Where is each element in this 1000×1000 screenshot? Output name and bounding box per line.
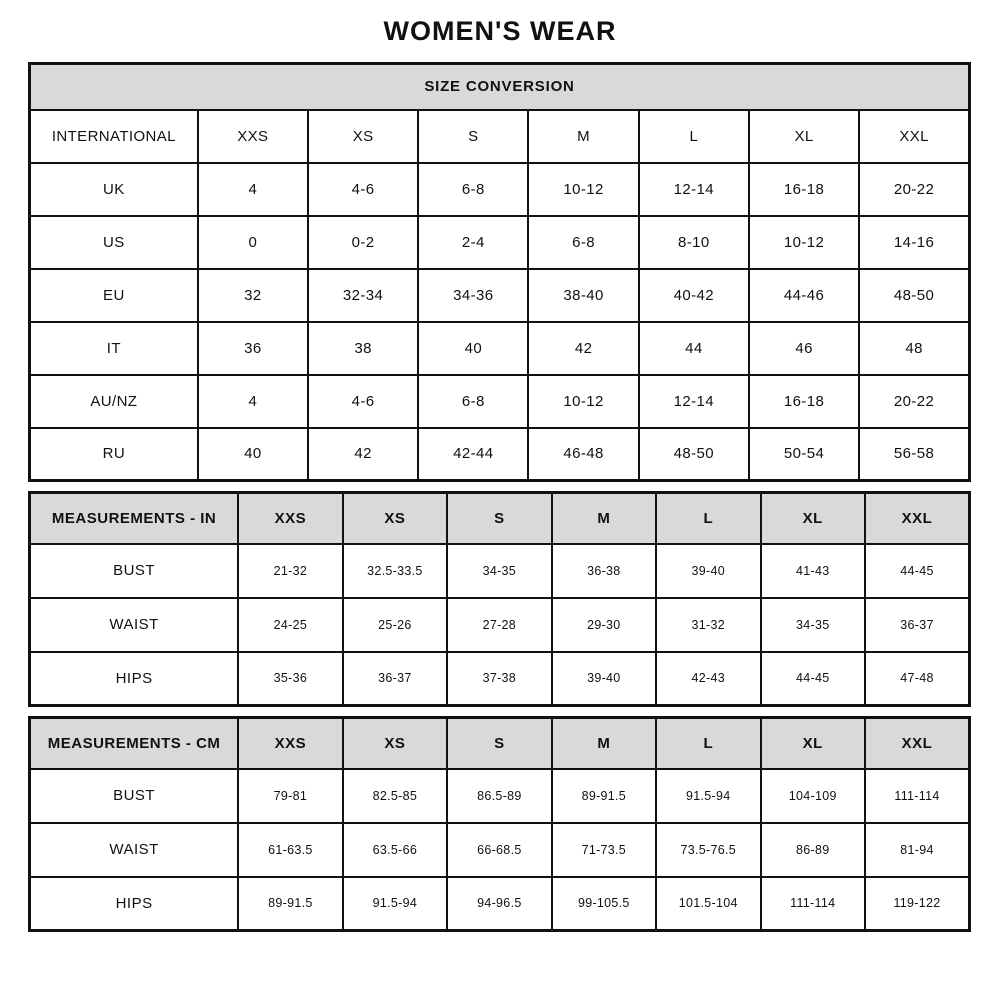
column-header: XS xyxy=(343,493,447,544)
column-header-row xyxy=(30,110,970,163)
value-cell: 111-114 xyxy=(761,877,865,931)
column-header: XL xyxy=(761,718,865,769)
column-header: L xyxy=(639,110,749,163)
row-label: US xyxy=(30,216,198,269)
size-conversion-table xyxy=(28,62,971,482)
value-cell: 48 xyxy=(859,322,969,375)
value-cell: 0-2 xyxy=(308,216,418,269)
column-header: XXL xyxy=(859,110,969,163)
value-cell: 99-105.5 xyxy=(552,877,656,931)
value-cell: 27-28 xyxy=(447,598,551,652)
column-header: M xyxy=(552,493,656,544)
table-row xyxy=(30,544,970,598)
value-cell: 44-45 xyxy=(761,652,865,706)
column-header: L xyxy=(656,493,760,544)
column-header-row xyxy=(30,718,970,769)
table-title-row xyxy=(30,64,970,110)
row-label: UK xyxy=(30,163,198,216)
value-cell: 39-40 xyxy=(656,544,760,598)
value-cell: 36-37 xyxy=(343,652,447,706)
value-cell: 31-32 xyxy=(656,598,760,652)
value-cell: 73.5-76.5 xyxy=(656,823,760,877)
value-cell: 104-109 xyxy=(761,769,865,823)
measurements-in-title: MEASUREMENTS - IN xyxy=(30,493,239,544)
value-cell: 50-54 xyxy=(749,428,859,481)
value-cell: 6-8 xyxy=(418,375,528,428)
value-cell: 101.5-104 xyxy=(656,877,760,931)
value-cell: 38-40 xyxy=(528,269,638,322)
value-cell: 32 xyxy=(198,269,308,322)
value-cell: 42-44 xyxy=(418,428,528,481)
column-header: XS xyxy=(343,718,447,769)
value-cell: 36-37 xyxy=(865,598,970,652)
value-cell: 21-32 xyxy=(238,544,342,598)
column-header: S xyxy=(418,110,528,163)
value-cell: 66-68.5 xyxy=(447,823,551,877)
table-row xyxy=(30,598,970,652)
table-row xyxy=(30,769,970,823)
table-row xyxy=(30,269,970,322)
value-cell: 34-35 xyxy=(447,544,551,598)
table-row xyxy=(30,877,970,931)
value-cell: 10-12 xyxy=(528,375,638,428)
size-conversion-title: SIZE CONVERSION xyxy=(30,64,970,110)
row-label: HIPS xyxy=(30,652,239,706)
value-cell: 36-38 xyxy=(552,544,656,598)
value-cell: 82.5-85 xyxy=(343,769,447,823)
measurements-in-table xyxy=(28,491,971,707)
value-cell: 12-14 xyxy=(639,163,749,216)
column-header: XXS xyxy=(238,493,342,544)
row-label: BUST xyxy=(30,769,239,823)
value-cell: 61-63.5 xyxy=(238,823,342,877)
value-cell: 16-18 xyxy=(749,163,859,216)
row-label: WAIST xyxy=(30,598,239,652)
value-cell: 86.5-89 xyxy=(447,769,551,823)
value-cell: 89-91.5 xyxy=(238,877,342,931)
value-cell: 4 xyxy=(198,375,308,428)
value-cell: 48-50 xyxy=(859,269,969,322)
column-header: S xyxy=(447,493,551,544)
value-cell: 44-45 xyxy=(865,544,970,598)
value-cell: 44-46 xyxy=(749,269,859,322)
value-cell: 0 xyxy=(198,216,308,269)
table-row xyxy=(30,652,970,706)
value-cell: 42-43 xyxy=(656,652,760,706)
column-header: XXS xyxy=(198,110,308,163)
value-cell: 119-122 xyxy=(865,877,970,931)
column-header: XS xyxy=(308,110,418,163)
table-row xyxy=(30,216,970,269)
value-cell: 35-36 xyxy=(238,652,342,706)
value-cell: 32.5-33.5 xyxy=(343,544,447,598)
column-header: INTERNATIONAL xyxy=(30,110,198,163)
value-cell: 71-73.5 xyxy=(552,823,656,877)
row-label: HIPS xyxy=(30,877,239,931)
value-cell: 56-58 xyxy=(859,428,969,481)
value-cell: 16-18 xyxy=(749,375,859,428)
table-row xyxy=(30,163,970,216)
value-cell: 10-12 xyxy=(528,163,638,216)
value-cell: 4 xyxy=(198,163,308,216)
value-cell: 2-4 xyxy=(418,216,528,269)
value-cell: 91.5-94 xyxy=(656,769,760,823)
value-cell: 12-14 xyxy=(639,375,749,428)
value-cell: 32-34 xyxy=(308,269,418,322)
value-cell: 89-91.5 xyxy=(552,769,656,823)
value-cell: 20-22 xyxy=(859,375,969,428)
value-cell: 37-38 xyxy=(447,652,551,706)
value-cell: 4-6 xyxy=(308,375,418,428)
row-label: AU/NZ xyxy=(30,375,198,428)
row-label: BUST xyxy=(30,544,239,598)
row-label: IT xyxy=(30,322,198,375)
value-cell: 86-89 xyxy=(761,823,865,877)
column-header: XL xyxy=(749,110,859,163)
value-cell: 91.5-94 xyxy=(343,877,447,931)
column-header: XXL xyxy=(865,718,970,769)
row-label: WAIST xyxy=(30,823,239,877)
column-header: S xyxy=(447,718,551,769)
table-row xyxy=(30,322,970,375)
measurements-cm-table xyxy=(28,716,971,932)
value-cell: 81-94 xyxy=(865,823,970,877)
value-cell: 94-96.5 xyxy=(447,877,551,931)
column-header: XXS xyxy=(238,718,342,769)
value-cell: 46-48 xyxy=(528,428,638,481)
value-cell: 6-8 xyxy=(418,163,528,216)
table-row xyxy=(30,375,970,428)
value-cell: 40 xyxy=(418,322,528,375)
value-cell: 40 xyxy=(198,428,308,481)
value-cell: 29-30 xyxy=(552,598,656,652)
value-cell: 24-25 xyxy=(238,598,342,652)
value-cell: 34-36 xyxy=(418,269,528,322)
column-header: XL xyxy=(761,493,865,544)
column-header: M xyxy=(528,110,638,163)
column-header: XXL xyxy=(865,493,970,544)
value-cell: 46 xyxy=(749,322,859,375)
column-header: M xyxy=(552,718,656,769)
value-cell: 63.5-66 xyxy=(343,823,447,877)
table-row xyxy=(30,428,970,481)
value-cell: 38 xyxy=(308,322,418,375)
value-cell: 79-81 xyxy=(238,769,342,823)
value-cell: 8-10 xyxy=(639,216,749,269)
table-row xyxy=(30,823,970,877)
value-cell: 42 xyxy=(308,428,418,481)
value-cell: 34-35 xyxy=(761,598,865,652)
value-cell: 42 xyxy=(528,322,638,375)
column-header: L xyxy=(656,718,760,769)
value-cell: 111-114 xyxy=(865,769,970,823)
value-cell: 6-8 xyxy=(528,216,638,269)
value-cell: 10-12 xyxy=(749,216,859,269)
value-cell: 4-6 xyxy=(308,163,418,216)
row-label: EU xyxy=(30,269,198,322)
page-title: WOMEN'S WEAR xyxy=(383,16,617,46)
row-label: RU xyxy=(30,428,198,481)
column-header-row xyxy=(30,493,970,544)
value-cell: 20-22 xyxy=(859,163,969,216)
value-cell: 14-16 xyxy=(859,216,969,269)
value-cell: 48-50 xyxy=(639,428,749,481)
value-cell: 41-43 xyxy=(761,544,865,598)
value-cell: 36 xyxy=(198,322,308,375)
value-cell: 25-26 xyxy=(343,598,447,652)
value-cell: 39-40 xyxy=(552,652,656,706)
value-cell: 44 xyxy=(639,322,749,375)
value-cell: 47-48 xyxy=(865,652,970,706)
measurements-cm-title: MEASUREMENTS - CM xyxy=(30,718,239,769)
value-cell: 40-42 xyxy=(639,269,749,322)
